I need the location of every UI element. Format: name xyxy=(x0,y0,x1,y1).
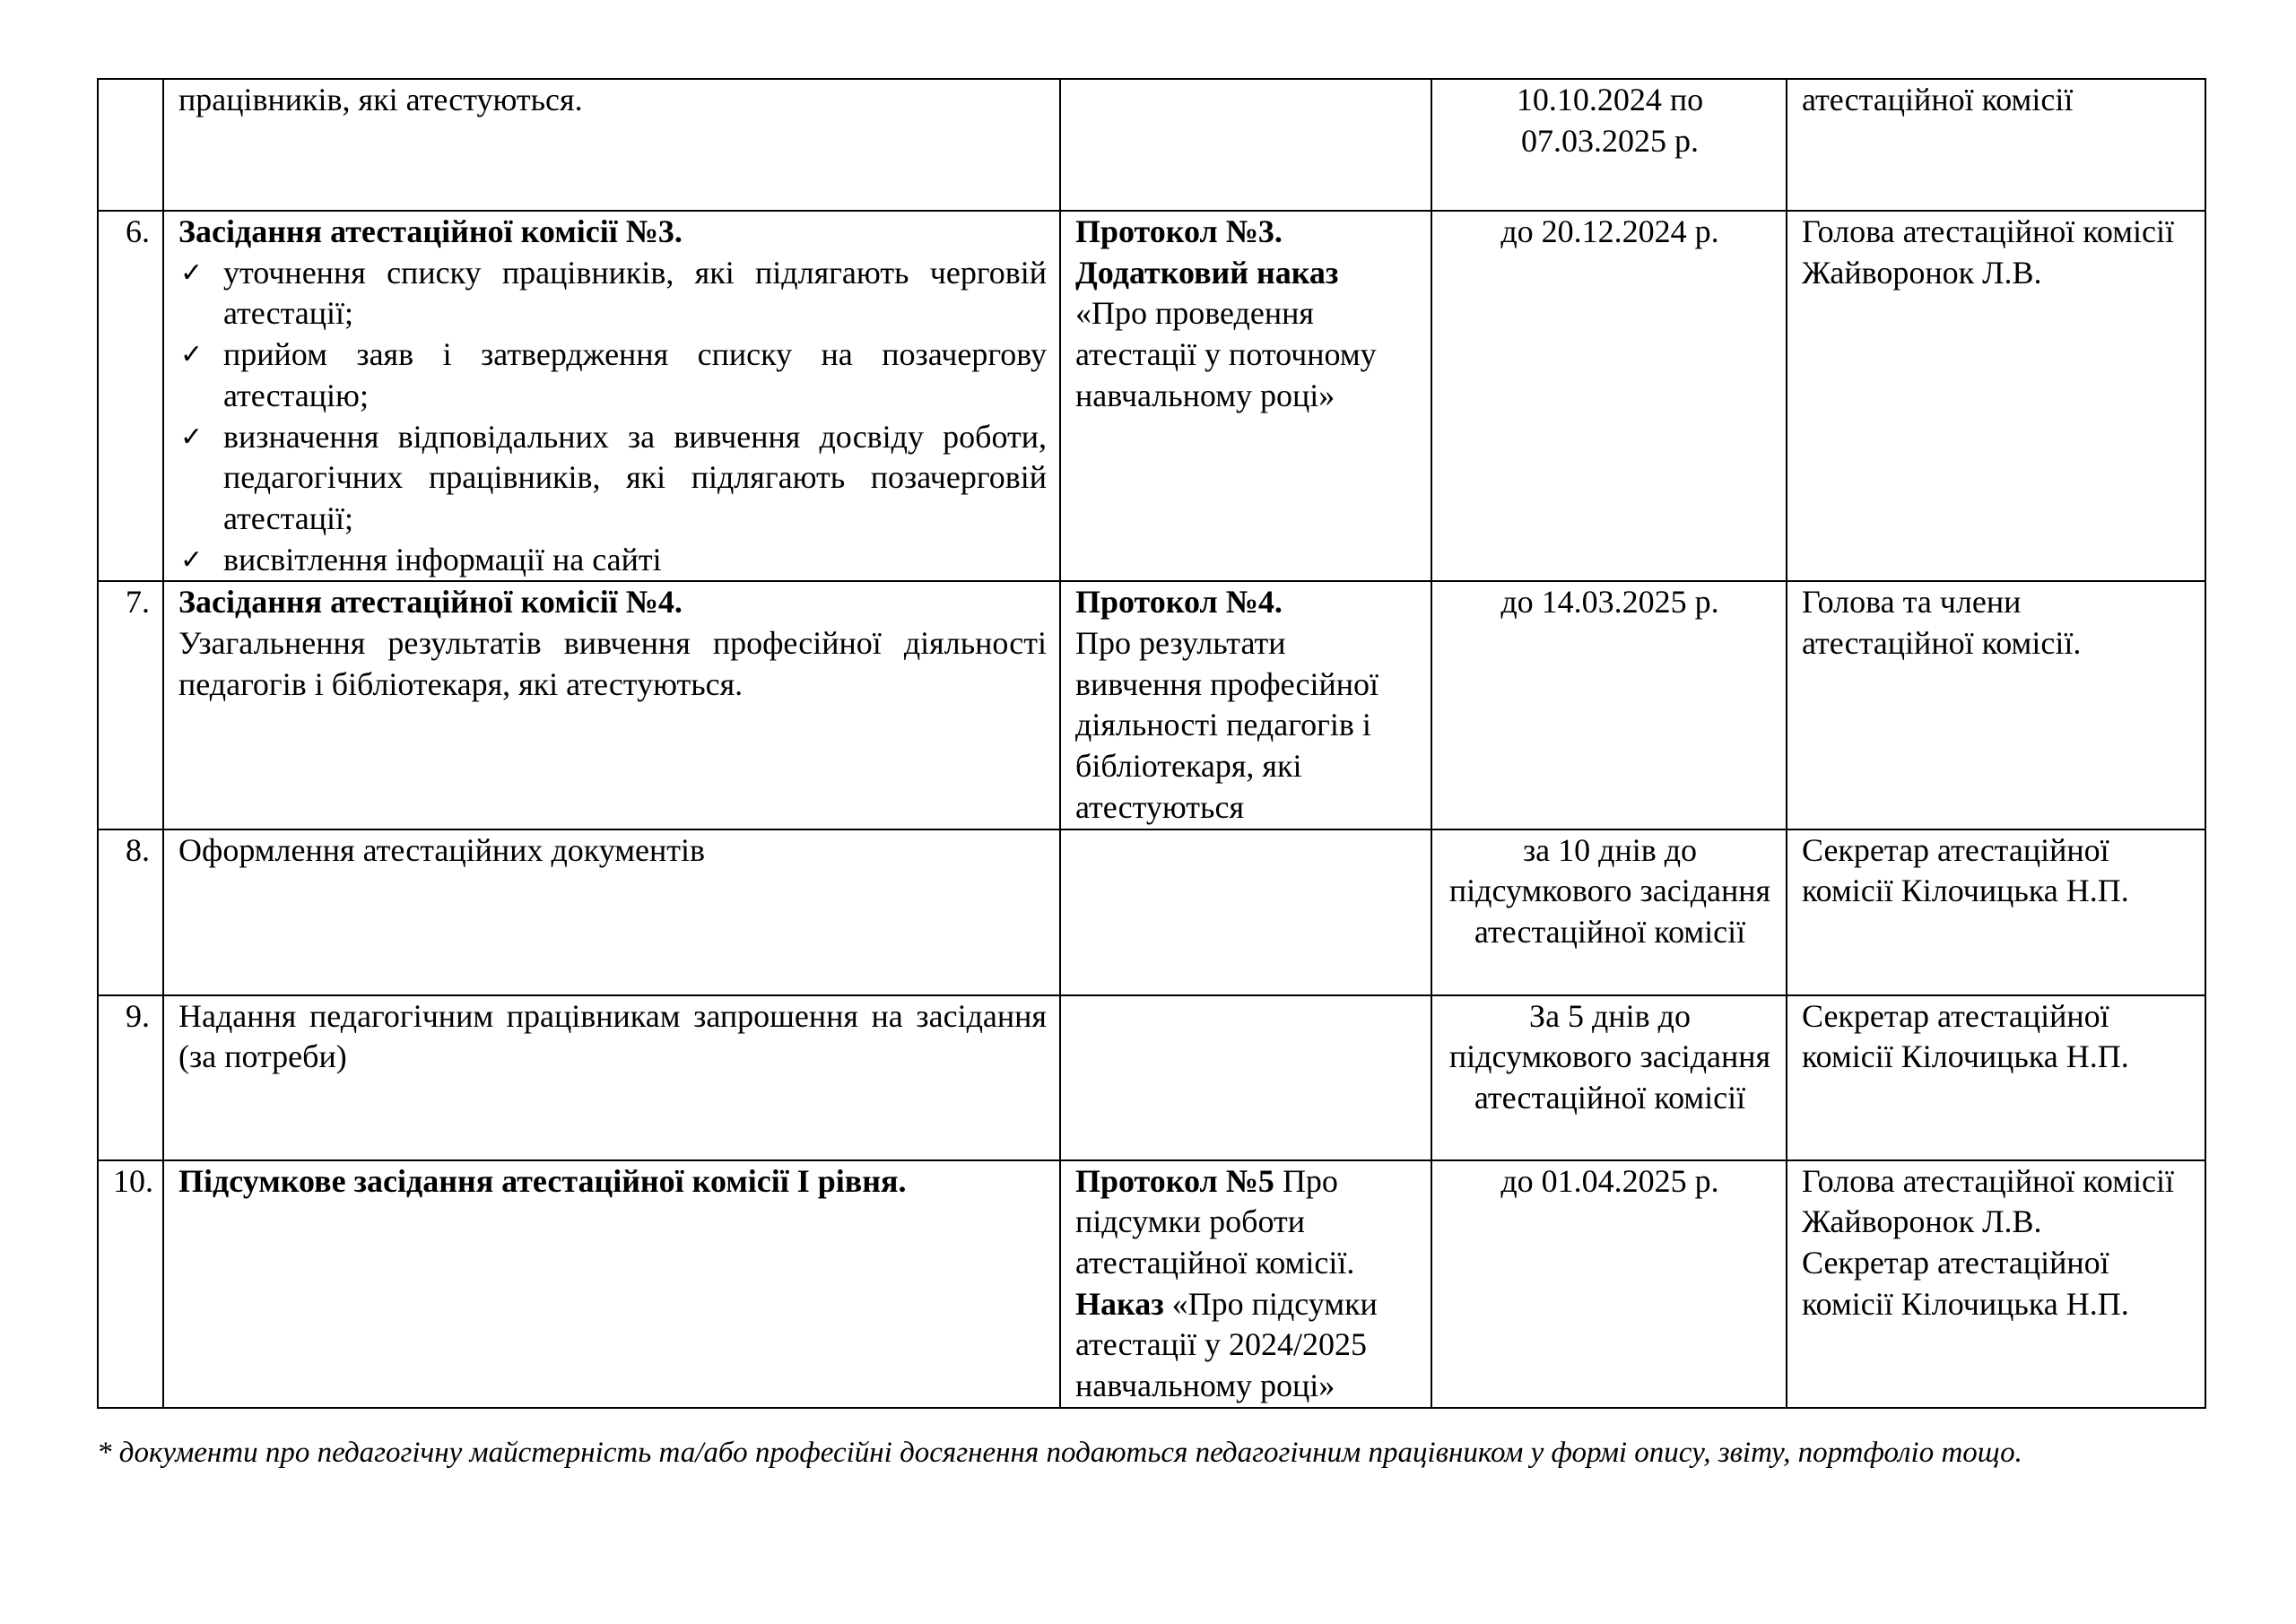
checkmark-icon: ✓ xyxy=(180,339,204,371)
row-number: 7. xyxy=(98,581,163,829)
checklist-item-text: визначення відповідальних за вивчення досвіду роботи, педагогічних працівників, які підлягають позачерговій атестації; xyxy=(223,418,1047,536)
activity-title: Засідання атестаційної комісії №4. xyxy=(178,584,683,621)
responsible-cell xyxy=(1787,1160,2205,1408)
row-number: 6. xyxy=(98,211,163,581)
responsible-cell: Голова та члени атестаційної комісії. xyxy=(1787,581,2205,829)
attestation-plan-table xyxy=(97,78,2206,1409)
checkmark-icon: ✓ xyxy=(180,421,204,453)
document-title: Протокол №5 xyxy=(1075,1162,1274,1199)
activity-cell xyxy=(163,79,1060,211)
document-cell xyxy=(1060,581,1431,829)
document-order-label: Наказ xyxy=(1075,1285,1164,1322)
row-number: 10. xyxy=(98,1160,163,1408)
responsible-chair: Голова атестаційної комісії Жайворонок Л.В. xyxy=(1802,1162,2174,1240)
checkmark-icon: ✓ xyxy=(180,543,204,576)
document-order-text: «Про підсумки атестації у 2024/2025 навчальному році» xyxy=(1075,1285,1378,1404)
activity-cell xyxy=(163,581,1060,829)
footnote: * документи про педагогічну майстерність та/або професійні досягнення подаються педагогічним працівником у формі опису, звіту, портфоліо тощо. xyxy=(97,1437,2022,1469)
activity-cell xyxy=(163,829,1060,995)
document-text: Про підсумки роботи атестаційної комісії. xyxy=(1075,1162,1355,1281)
activity-cell xyxy=(163,1160,1060,1408)
responsible-cell: атестаційної комісії xyxy=(1787,79,2205,211)
document-title: Протокол №4. xyxy=(1075,584,1283,621)
row-number: 9. xyxy=(98,995,163,1160)
checklist-item xyxy=(178,253,1047,334)
table-row xyxy=(98,1160,2205,1408)
term-cell: За 5 днів до підсумкового засідання атестаційної комісії xyxy=(1431,995,1787,1160)
activity-title: Підсумкове засідання атестаційної комісії І рівня. xyxy=(178,1162,907,1199)
activity-cell xyxy=(163,995,1060,1160)
table-row xyxy=(98,829,2205,995)
checklist-item-text: висвітлення інформації на сайті xyxy=(223,541,662,578)
responsible-secretary: Секретар атестаційної комісії Кілочицька Н.П. xyxy=(1802,1244,2129,1322)
document-title: Протокол №3. xyxy=(1075,213,1283,249)
document-text: «Про проведення атестації у поточному навчальному році» xyxy=(1075,295,1377,413)
document-cell xyxy=(1060,79,1431,211)
responsible-cell: Секретар атестаційної комісії Кілочицька Н.П. xyxy=(1787,829,2205,995)
activity-text: Надання педагогічним працівникам запрошення на засідання (за потреби) xyxy=(178,997,1047,1075)
checkmark-icon: ✓ xyxy=(180,256,204,289)
checklist-item xyxy=(178,540,1047,581)
document-order-label: Додатковий наказ xyxy=(1075,254,1339,291)
document-cell xyxy=(1060,1160,1431,1408)
term-cell: 10.10.2024 по 07.03.2025 р. xyxy=(1431,79,1787,211)
activity-checklist xyxy=(178,253,1047,581)
term-cell: до 14.03.2025 р. xyxy=(1431,581,1787,829)
activity-cell xyxy=(163,211,1060,581)
checklist-item-text: уточнення списку працівників, які підлягають черговій атестації; xyxy=(223,254,1047,332)
activity-text: Узагальнення результатів вивчення професійної діяльності педагогів і бібліотекаря, які атестуються. xyxy=(178,625,1047,702)
term-cell: до 20.12.2024 р. xyxy=(1431,211,1787,581)
activity-text: працівників, які атестуються. xyxy=(178,82,583,117)
checklist-item-text: прийом заяв і затвердження списку на позачергову атестацію; xyxy=(223,336,1047,413)
checklist-item xyxy=(178,417,1047,540)
term-cell: до 01.04.2025 р. xyxy=(1431,1160,1787,1408)
responsible-cell: Голова атестаційної комісії Жайворонок Л.В. xyxy=(1787,211,2205,581)
table-row xyxy=(98,581,2205,829)
document-cell xyxy=(1060,211,1431,581)
document-cell xyxy=(1060,995,1431,1160)
checklist-item xyxy=(178,334,1047,416)
responsible-cell: Секретар атестаційної комісії Кілочицька Н.П. xyxy=(1787,995,2205,1160)
row-number xyxy=(98,79,163,211)
document-cell xyxy=(1060,829,1431,995)
row-number: 8. xyxy=(98,829,163,995)
table-row xyxy=(98,211,2205,581)
table-row xyxy=(98,79,2205,211)
table-row xyxy=(98,995,2205,1160)
activity-title: Засідання атестаційної комісії №3. xyxy=(178,213,683,249)
term-cell: за 10 днів до підсумкового засідання атестаційної комісії xyxy=(1431,829,1787,995)
activity-text: Оформлення атестаційних документів xyxy=(178,831,706,868)
document-text: Про результати вивчення професійної діяльності педагогів і бібліотекаря, які атестуються xyxy=(1075,625,1379,825)
